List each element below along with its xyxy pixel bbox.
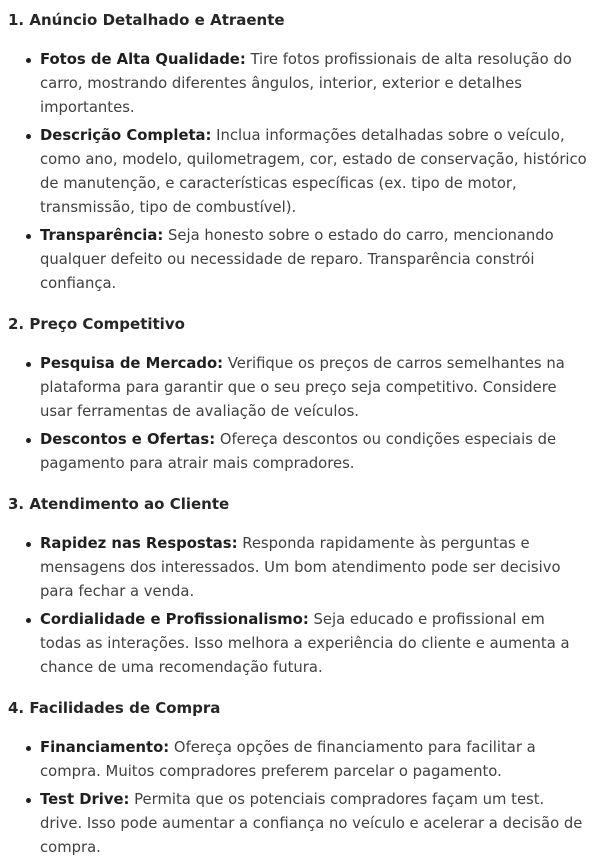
bullet-list (8, 352, 592, 476)
bullet-list (8, 736, 592, 860)
item-lead: Descontos e Ofertas: (40, 431, 216, 448)
section-title: 3. Atendimento ao Cliente (8, 495, 230, 513)
list-item (8, 124, 592, 220)
list-item (8, 608, 592, 680)
bullet-icon (26, 58, 31, 63)
item-lead: Test Drive: (40, 791, 130, 808)
section-title: 4. Facilidades de Compra (8, 699, 221, 717)
item-text: Seja educado e profissional em todas as interações. Isso melhora a experiência do cliente e aumenta a chance de uma recomendação futura. (40, 611, 570, 676)
section-pricing (8, 312, 592, 476)
bullet-icon (26, 362, 31, 367)
list-item (8, 352, 592, 424)
bullet-icon (26, 438, 31, 443)
item-text: Seja honesto sobre o estado do carro, mencionando qualquer defeito ou necessidade de reparo. Transparência constrói confiança. (40, 227, 554, 292)
item-lead: Pesquisa de Mercado: (40, 355, 224, 372)
item-lead: Financiamento: (40, 739, 170, 756)
item-text: Tire fotos profissionais de alta resolução do carro, mostrando diferentes ângulos, interior, exterior e detalhes importantes. (40, 51, 572, 116)
item-text: Ofereça opções de financiamento para facilitar a compra. Muitos compradores preferem parcelar o pagamento. (40, 739, 536, 780)
list-item (8, 428, 592, 476)
bullet-icon (26, 234, 31, 239)
item-text: Inclua informações detalhadas sobre o veículo, como ano, modelo, quilometragem, cor, estado de conservação, histórico de manutenção, e características específicas (ex. tipo de motor, transmissão, tipo de combustível). (40, 127, 587, 216)
bullet-list (8, 48, 592, 296)
list-item (8, 224, 592, 296)
list-item (8, 532, 592, 604)
item-lead: Rapidez nas Respostas: (40, 535, 238, 552)
bullet-icon (26, 746, 31, 751)
item-lead: Descrição Completa: (40, 127, 212, 144)
list-item (8, 736, 592, 784)
item-text: Verifique os preços de carros semelhantes na plataforma para garantir que o seu preço seja competitivo. Considere usar ferramentas de avaliação de veículos. (40, 355, 565, 420)
bullet-list (8, 532, 592, 680)
list-item (8, 788, 592, 860)
item-lead: Fotos de Alta Qualidade: (40, 51, 246, 68)
bullet-icon (26, 542, 31, 547)
section-listing (8, 8, 592, 296)
bullet-icon (26, 798, 31, 803)
item-text: Responda rapidamente às perguntas e mensagens dos interessados. Um bom atendimento pode ser decisivo para fechar a venda. (40, 535, 561, 600)
section-title: 2. Preço Competitivo (8, 315, 185, 333)
section-purchase-facilities (8, 696, 592, 860)
list-item (8, 48, 592, 120)
section-title: 1. Anúncio Detalhado e Atraente (8, 11, 285, 29)
item-lead: Cordialidade e Profissionalismo: (40, 611, 309, 628)
section-customer-service (8, 492, 592, 680)
bullet-icon (26, 618, 31, 623)
item-lead: Transparência: (40, 227, 164, 244)
item-text: Ofereça descontos ou condições especiais de pagamento para atrair mais compradores. (40, 431, 557, 472)
item-text: Permita que os potenciais compradores façam um test. drive. Isso pode aumentar a confiança no veículo e acelerar a decisão de compra. (40, 791, 583, 856)
bullet-icon (26, 134, 31, 139)
